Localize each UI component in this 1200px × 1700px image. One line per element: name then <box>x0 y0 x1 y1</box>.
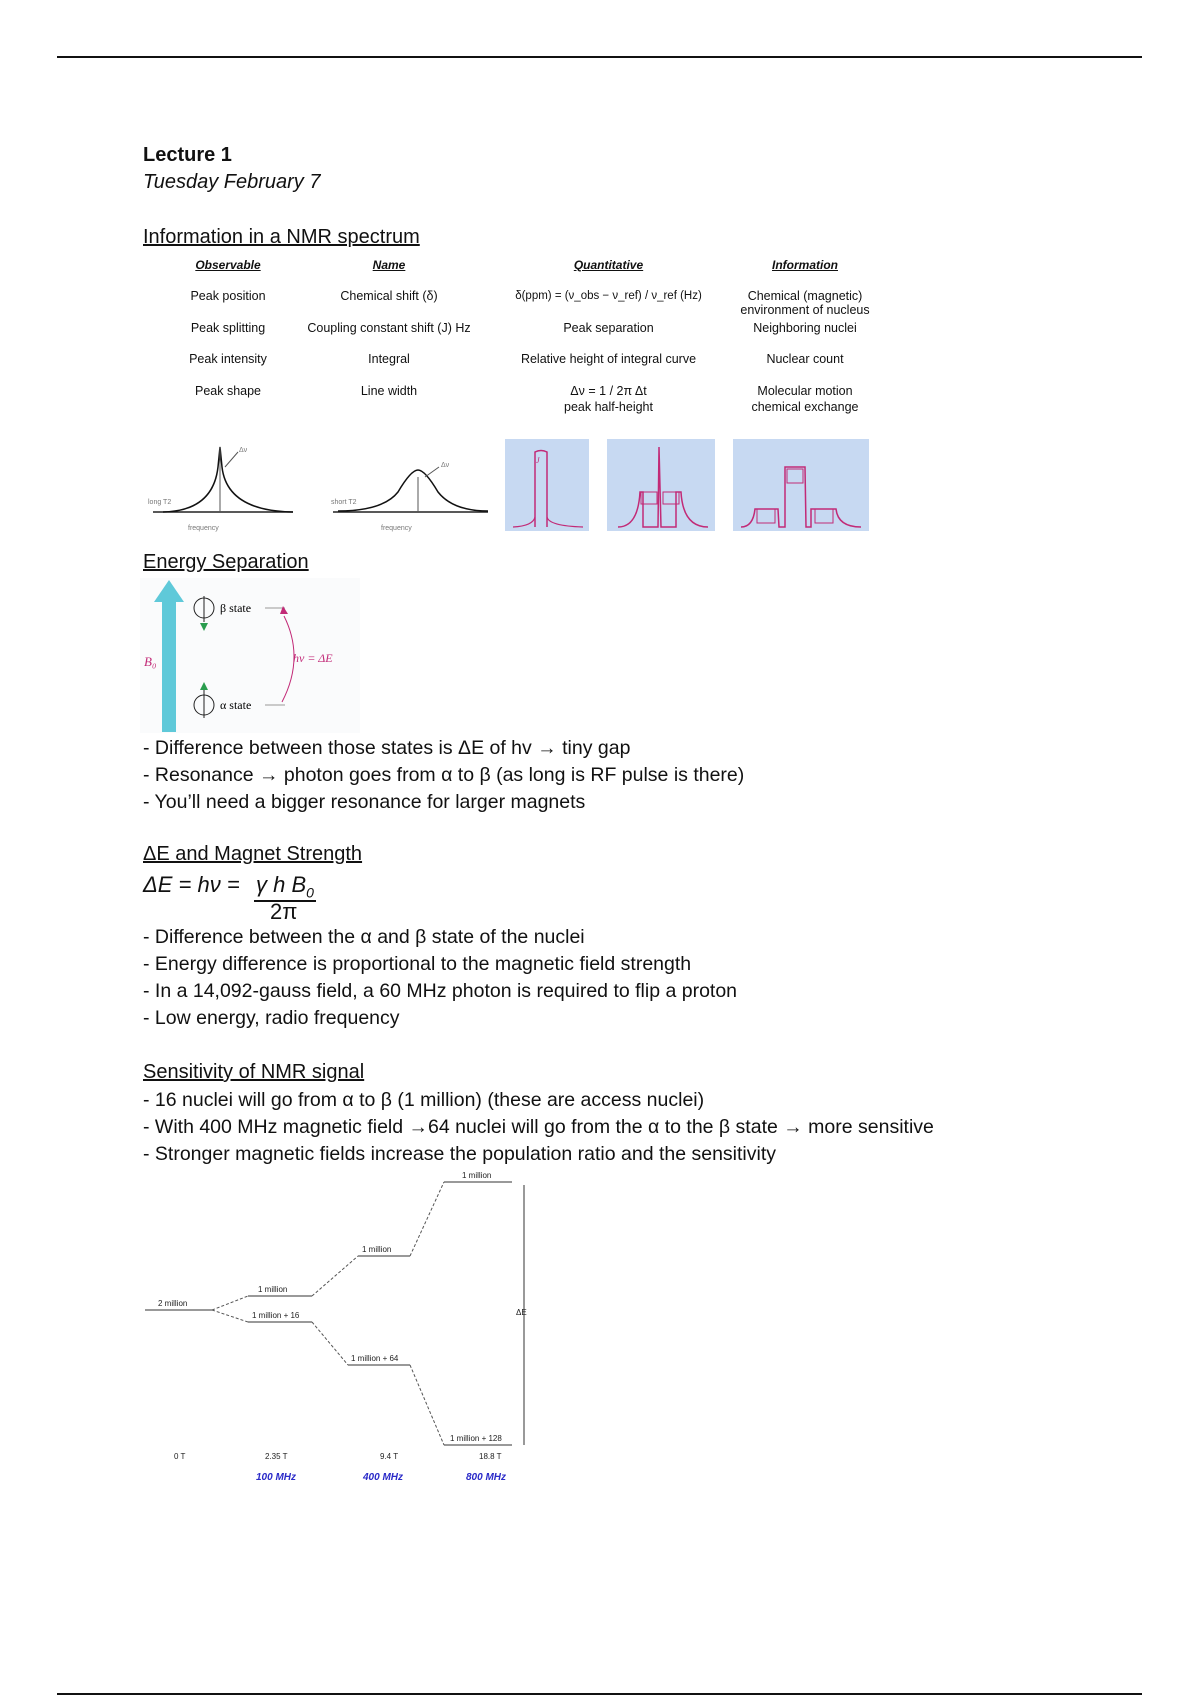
equation-denominator: 2π <box>270 899 298 924</box>
magnet-heading: ΔE and Magnet Strength <box>143 843 363 865</box>
alpha-label: α state <box>220 698 252 712</box>
cell-name: Chemical shift (δ) <box>340 289 438 303</box>
level-label: 1 million <box>362 1245 392 1254</box>
cell-observable: Peak shape <box>194 384 262 398</box>
energy-heading: Energy Separation <box>143 551 309 573</box>
lecture-date: Tuesday February 7 <box>143 171 321 193</box>
field-label: 9.4 T <box>380 1452 399 1461</box>
cell-observable: Peak intensity <box>189 352 267 366</box>
level-label: 2 million <box>158 1299 188 1308</box>
cell-quantitative: Relative height of integral curve <box>520 352 697 366</box>
field-label: 2.35 T <box>265 1452 288 1461</box>
equation <box>143 872 240 898</box>
b0-label: B₀ <box>144 654 157 669</box>
energy-bullet: - Resonance → photon goes from α to β (as long is RF pulse is there) <box>143 764 745 786</box>
top-rule <box>57 56 1142 58</box>
beta-label: β state <box>220 601 252 615</box>
spectra-figure <box>143 437 873 537</box>
cell-observable: Peak splitting <box>190 321 266 335</box>
label-dnu: Δν <box>239 447 248 454</box>
broad-peak-plot <box>331 462 488 532</box>
magnet-bullet: - In a 14,092-gauss field, a 60 MHz photon is required to flip a proton <box>143 980 738 1002</box>
freq-label: 100 MHz <box>256 1472 297 1483</box>
energy-bullet: - Difference between those states is ΔE of hv → tiny gap <box>143 737 631 759</box>
level-label: 1 million <box>258 1285 288 1294</box>
eq-sub: 0 <box>306 884 314 901</box>
freq-label: 400 MHz <box>363 1472 404 1483</box>
label-dnu: Δν <box>441 462 450 469</box>
cell-quantitative: δ(ppm) = (ν_obs − ν_ref) / ν_ref (Hz) <box>515 290 702 302</box>
magnet-bullet: - Energy difference is proportional to the magnetic field strength <box>143 953 692 975</box>
col-header-information: Information <box>772 258 838 272</box>
label-long-t2: long T2 <box>148 499 172 506</box>
col-header-name: Name <box>372 258 406 272</box>
hv-label: hν = ΔE <box>293 651 333 665</box>
col-header-quantitative: Quantitative <box>573 258 644 272</box>
equation-numerator <box>254 872 316 902</box>
population-diagram <box>140 1165 540 1485</box>
cell-observable: Peak position <box>190 289 266 303</box>
level-label: 1 million + 64 <box>351 1354 399 1363</box>
sensitivity-bullet: - Stronger magnetic fields increase the population ratio and the sensitivity <box>143 1143 777 1165</box>
cell-information-extra: chemical exchange <box>751 400 859 414</box>
cell-information: Neighboring nuclei <box>753 321 857 335</box>
eq-num: γ h B <box>256 872 307 897</box>
cell-name: Coupling constant shift (J) Hz <box>307 321 471 335</box>
level-label: 1 million + 16 <box>252 1311 300 1320</box>
sensitivity-bullet: - 16 nuclei will go from α to β (1 million) (these are access nuclei) <box>143 1089 705 1111</box>
label-frequency: frequency <box>188 525 219 532</box>
multiplet-box <box>733 439 869 531</box>
cell-information: Chemical (magnetic) environment of nucleus <box>740 289 870 317</box>
cell-information: Molecular motion <box>757 384 853 398</box>
de-label: ΔE <box>516 1308 527 1317</box>
label-frequency: frequency <box>381 525 412 532</box>
triplet-box <box>607 439 715 531</box>
level-label: 1 million + 128 <box>450 1434 502 1443</box>
level-label: 1 million <box>462 1171 492 1180</box>
cell-name: Integral <box>368 352 410 366</box>
field-label: 18.8 T <box>479 1452 502 1461</box>
label-short-t2: short T2 <box>331 499 357 506</box>
sensitivity-heading: Sensitivity of NMR signal <box>143 1061 365 1083</box>
sensitivity-bullet: - With 400 MHz magnetic field →64 nuclei will go from the α to the β state → more sensitive <box>143 1116 934 1138</box>
cell-quantitative: Δν = 1 / 2π Δt <box>570 384 647 398</box>
narrow-peak-plot <box>148 447 293 532</box>
energy-bullet: - You’ll need a bigger resonance for larger magnets <box>143 791 586 813</box>
cell-quantitative-extra: peak half-height <box>564 400 653 414</box>
field-label: 0 T <box>174 1452 186 1461</box>
freq-label: 800 MHz <box>466 1472 507 1483</box>
eq-lhs: ΔE = hν = <box>143 872 240 897</box>
cell-quantitative: Peak separation <box>563 321 654 335</box>
lecture-title: Lecture 1 <box>143 144 232 166</box>
doublet-box-1 <box>505 439 589 531</box>
info-heading: Information in a NMR spectrum <box>143 226 420 248</box>
bottom-rule <box>57 1693 1142 1695</box>
magnet-bullet: - Low energy, radio frequency <box>143 1007 400 1029</box>
cell-name: Line width <box>360 384 418 398</box>
col-header-observable: Observable <box>195 258 261 272</box>
magnet-bullet: - Difference between the α and β state of the nuclei <box>143 926 585 948</box>
svg-text:J: J <box>536 456 540 465</box>
energy-level-diagram <box>140 578 360 733</box>
cell-information: Nuclear count <box>766 352 844 366</box>
